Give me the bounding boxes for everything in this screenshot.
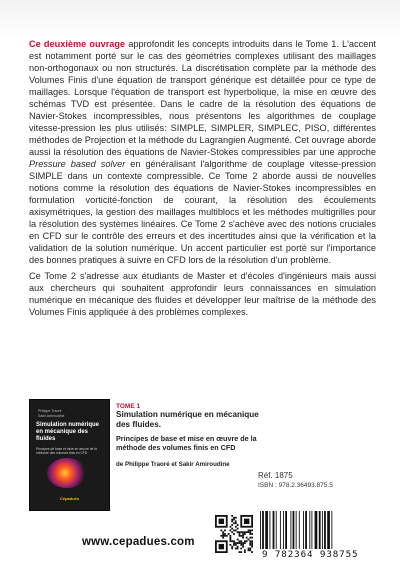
isbn: ISBN : 978.2.36493.875.5 [258, 482, 333, 489]
paragraph-2: Ce Tome 2 s'adresse aux étudiants de Master et d'écoles d'ingénieurs mais aussi aux chercheurs qui souhaitent approfondir leurs connaissances en simulation numérique en mécanique des fluides et développer leur maîtrise de la méthode des Volumes Finis appliquée à des problèmes complexes. [29, 271, 376, 317]
lead-phrase: Ce deuxième ouvrage [29, 39, 126, 49]
tome1-authors: de Philippe Traoré et Sakir Amiroudine [116, 461, 230, 468]
barcode-number: 9 782364 938755 [262, 549, 359, 560]
tome1-promo [29, 397, 371, 509]
qr-code-icon [215, 515, 253, 553]
cover-title: Simulation numérique en mécanique des fluides [36, 422, 100, 442]
pressure-based-solver-term: Pressure based solver [29, 159, 126, 169]
tome1-label: TOME 1 [116, 403, 141, 410]
tome1-subtitle: Principes de base et mise en œuvre de la méthode des volumes finis en CFD [116, 434, 257, 452]
top-band [0, 0, 400, 38]
paragraph-1 [29, 38, 376, 266]
back-cover-text [29, 38, 376, 322]
tome1-title: Simulation numérique en mécanique des fluides. [116, 410, 259, 429]
cover-artwork [47, 458, 87, 488]
paragraph-1-text-b: en généralisant l'algorithme de couplage vitesse-pression SIMPLE dans un contexte compressible. Ce Tome 2 aborde aussi de nouvelles notions comme la résolution des équations de Navier-Stokes incompressibles en formulation vorticité-fonction de courant, la résolution des écoulements axisymétriques, la gestion des maillages multiblocs et les méthodes multigrilles pour la résolution des systèmes linéaires. Ce Tome 2 s'achève avec des notions cruciales en CFD sur le contrôle des erreurs et des incertitudes ainsi que la vérification et la validation de la solution numérique. Un accent particulier est porté sur l'importance des bonnes pratiques à suivre en CFD lors de la résolution d'un problème. [29, 159, 376, 265]
paragraph-1-text-a: approfondit les concepts introduits dans le Tome 1. L'accent est notamment porté sur le cas des géométries complexes utilisant des maillages non-orthogonaux ou non structurés. La discrétisation complète par la méthode des Volumes Finis d'une équation de transport générique est détaillée pour ce type de maillages. Lorsque l'équation de transport est hyperbolique, la mise en œuvre des schémas TVD est présentée. Dans le cadre de la résolution des équations de Navier-Stokes incompressibles, nous présentons les algorithmes de couplage vitesse-pression les plus utilisés: SIMPLE, SIMPLER, SIMPLEC, PISO, différentes méthodes de Projection et la méthode du Lagrangien Augmenté. Cet ouvrage aborde aussi la résolution des équations de Navier-Stokes compressibles par une approche [29, 39, 376, 157]
cover-publisher-logo: Cépaduès [60, 496, 80, 501]
cover-authors: Philippe Traoré Sakir Amiroudine [38, 409, 65, 418]
tome1-cover-image [29, 399, 110, 511]
publisher-website[interactable]: www.cepadues.com [82, 536, 195, 548]
reference-number: Réf. 1875 [258, 471, 293, 480]
barcode-icon [257, 511, 365, 549]
cover-subtitle: Principes de base et mise en œuvre de la méthode des volumes finis en CFD [36, 447, 97, 455]
